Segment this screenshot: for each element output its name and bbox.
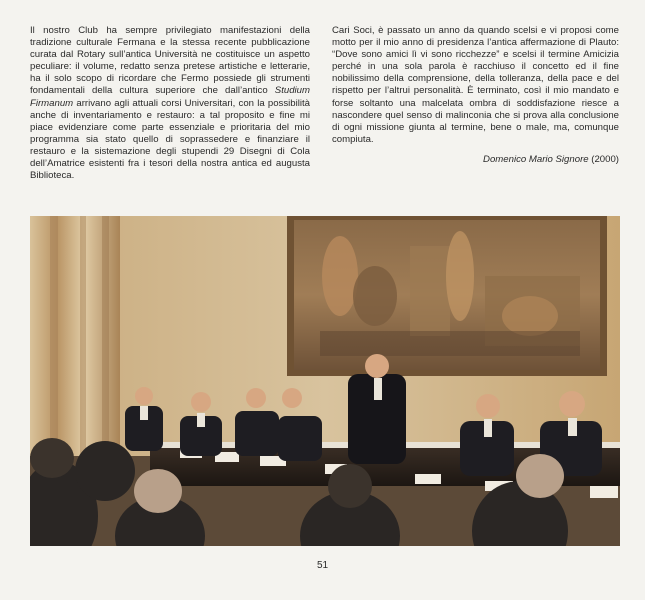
left-paragraph [30,25,310,182]
signature-year: (2000) [591,153,619,165]
right-text-column [332,25,619,166]
left-paragraph-text-1: Il nostro Club ha sempre privilegiato manifestazioni della tradizione culturale Fermana e la stessa recente pubblicazione curata dal Rotary sull’antica Università ne costituisce un aspetto peculiare: il volume, redatto senza pretese artistiche e letterarie, ha il solo scopo di ricordare che Fermo possiede gli strumenti fondamentali della cultura superiore che dall’antico [30,25,310,97]
left-text-column [30,25,310,182]
page-number: 51 [316,560,329,571]
studium-firmanum-italic: Studium Firmanum [30,85,310,109]
signature [332,154,619,166]
meeting-photo [30,216,620,546]
right-paragraph: Cari Soci, è passato un anno da quando scelsi e vi proposi come motto per il mio anno di presidenza l’antica affermazione di Plauto: “Dove sono amici lì vi sono ricchezze” e scelsi il termine Amicizia perché in una sola parola è racchiuso il concetto ed il fine nobilissimo della comprensione, della tolleranza, della pace e del rispetto per l’altrui personalità. È terminato, così il mio mandato e forse soltanto una malcelata ombra di soddisfazione riesce a nascondere quel senso di malinconia che si prova alla conclusione di ogni missione giunta al termine, bene o male, ma, comunque compiuta. [332,25,619,145]
signature-name: Domenico Mario Signore [483,153,589,165]
left-paragraph-text-2: arrivano agli attuali corsi Universitari, con la possibilità anche di inventariamento e restauro: a tal proposito e fine mi piace evidenziare come parte essenziale e prioritaria del mio programma sia stato quello di soprassedere e finanziare il restauro e la sistemazione degli stupendi 29 Disegni di Cola dell’Amatrice esistenti fra i tesori della nostra antica ed augusta Biblioteca. [30,97,310,182]
